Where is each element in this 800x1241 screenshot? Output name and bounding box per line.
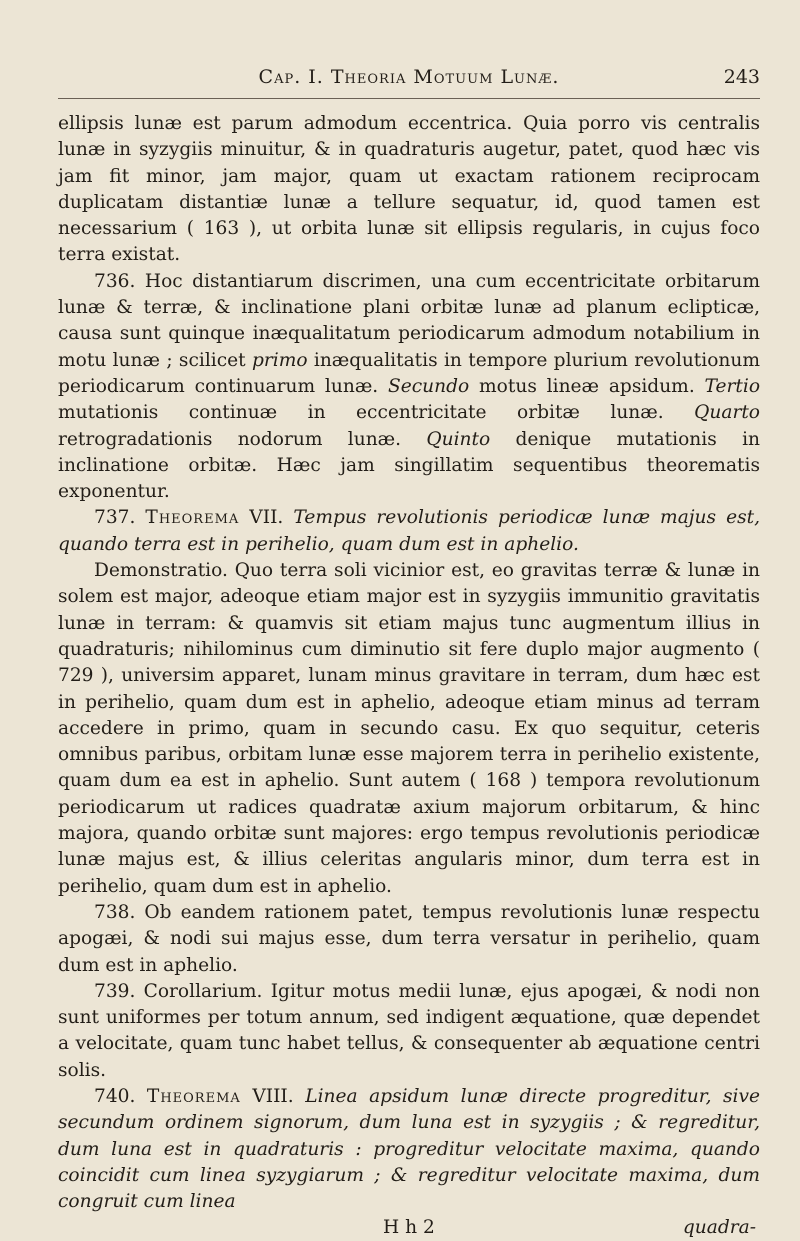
paragraph [58, 269, 760, 506]
paragraph [58, 900, 760, 979]
italic-text: Quarto [694, 402, 760, 424]
text-run: 737. [94, 507, 146, 529]
paragraph [58, 979, 760, 1084]
italic-text: Tertio [704, 375, 761, 397]
text-run: motus lineæ apsidum. [469, 375, 705, 397]
italic-text: Secundo [388, 375, 470, 397]
text-run: VII. [239, 507, 294, 529]
body-text [58, 111, 760, 1215]
text-run: mutationis continuæ in eccentricitate orbitæ lunæ. [58, 402, 695, 424]
running-header [58, 62, 760, 99]
text-run: 736. Hoc distantiarum discrimen, una cum eccentricitate orbitarum lunæ & terræ, & inclinatione plani orbitæ lunæ ad planum eclipticæ, causa sunt quinque inæqualitatum periodicarum admodum notabilium in motu lunæ ; scilicet [58, 270, 760, 371]
small-caps-text: Theorema [145, 507, 240, 529]
text-run: Demonstratio. Quo terra soli vicinior est, eo gravitas terræ & lunæ in solem est major, adeoque etiam major est in syzygiis immunitio gravitatis lunæ in terram: & quamvis sit etiam majus tunc augmentum illius in quadraturis; nihilominus cum diminutio sit fere duplo major augmento ( 729 ), universim apparet, lunam minus gravitare in terram, dum hæc est in perihelio, quam dum est in aphelio, adeoque etiam minus ad terram accedere in primo, quam in secundo casu. Ex quo sequitur, ceteris omnibus paribus, orbitam lunæ esse majorem terra in perihelio existente, quam dum ea est in aphelio. Sunt autem ( 168 ) tempora revolutionum periodicarum ut radices quadratæ axium majorum orbitarum, & hinc majora, quando orbitæ sunt majores: ergo tempus revolutionis periodicæ lunæ majus est, & illius celeritas angularis minor, dum terra est in perihelio, quam dum est in aphelio. [58, 560, 760, 897]
chapter-title: Cap. I. Theoria Motuum Lunæ. [258, 66, 560, 88]
paragraph [58, 505, 760, 558]
paragraph [58, 1084, 760, 1215]
text-run: ellipsis lunæ est parum admodum eccentrica. Quia porro vis centralis lunæ in syzygiis minuitur, & in quadraturis augetur, patet, quod hæc vis jam fit minor, jam major, quam ut exactam rationem reciprocam duplicatam distantiæ lunæ a tellure sequatur, id, quod tamen est necessarium ( 163 ), ut orbita lunæ sit ellipsis regularis, in cujus foco terra existat. [58, 113, 760, 266]
catchword: quadra- [682, 1217, 756, 1239]
text-run: VIII. [240, 1085, 306, 1107]
italic-text: primo [251, 349, 308, 371]
page-number: 243 [723, 66, 760, 88]
text-run: 739. Corollarium. Igitur motus medii lunæ, ejus apogæi, & nodi non sunt uniformes per totum annum, sed indigent æquatione, quæ dependet a velocitate, quam tunc habet tellus, & consequenter ab æquatione centri solis. [58, 980, 760, 1081]
italic-text: Quinto [426, 428, 491, 450]
small-caps-text: Theorema [146, 1085, 241, 1107]
signature-mark: H h 2 [383, 1217, 435, 1239]
paragraph [58, 111, 760, 269]
paragraph [58, 558, 760, 900]
italic-text: Tempus revolutionis periodicæ lunæ majus est, quando terra est in perihelio, quam dum est in aphelio. [58, 507, 760, 555]
text-run: 740. [94, 1085, 147, 1107]
text-run: denique mutationis in inclinatione orbitæ. Hæc jam singillatim sequentibus theorematis exponentur. [58, 428, 760, 503]
italic-text: Linea apsidum lunæ directe progreditur, sive secundum ordinem signorum, dum luna est in syzygiis ; & regreditur, dum luna est in quadraturis : progreditur velocitate maxima, quando coincidit cum linea syzygiarum ; & regreditur velocitate maxima, dum congruit cum linea [58, 1085, 760, 1213]
text-run: retrogradationis nodorum lunæ. [58, 428, 427, 450]
page-footer [58, 1215, 760, 1241]
text-run: inæqualitatis in tempore plurium revolutionum periodicarum continuarum lunæ. [58, 349, 760, 397]
book-page [58, 62, 761, 1239]
text-run: 738. Ob eandem rationem patet, tempus revolutionis lunæ respectu apogæi, & nodi sui majus esse, dum terra versatur in perihelio, quam dum est in aphelio. [58, 901, 760, 976]
